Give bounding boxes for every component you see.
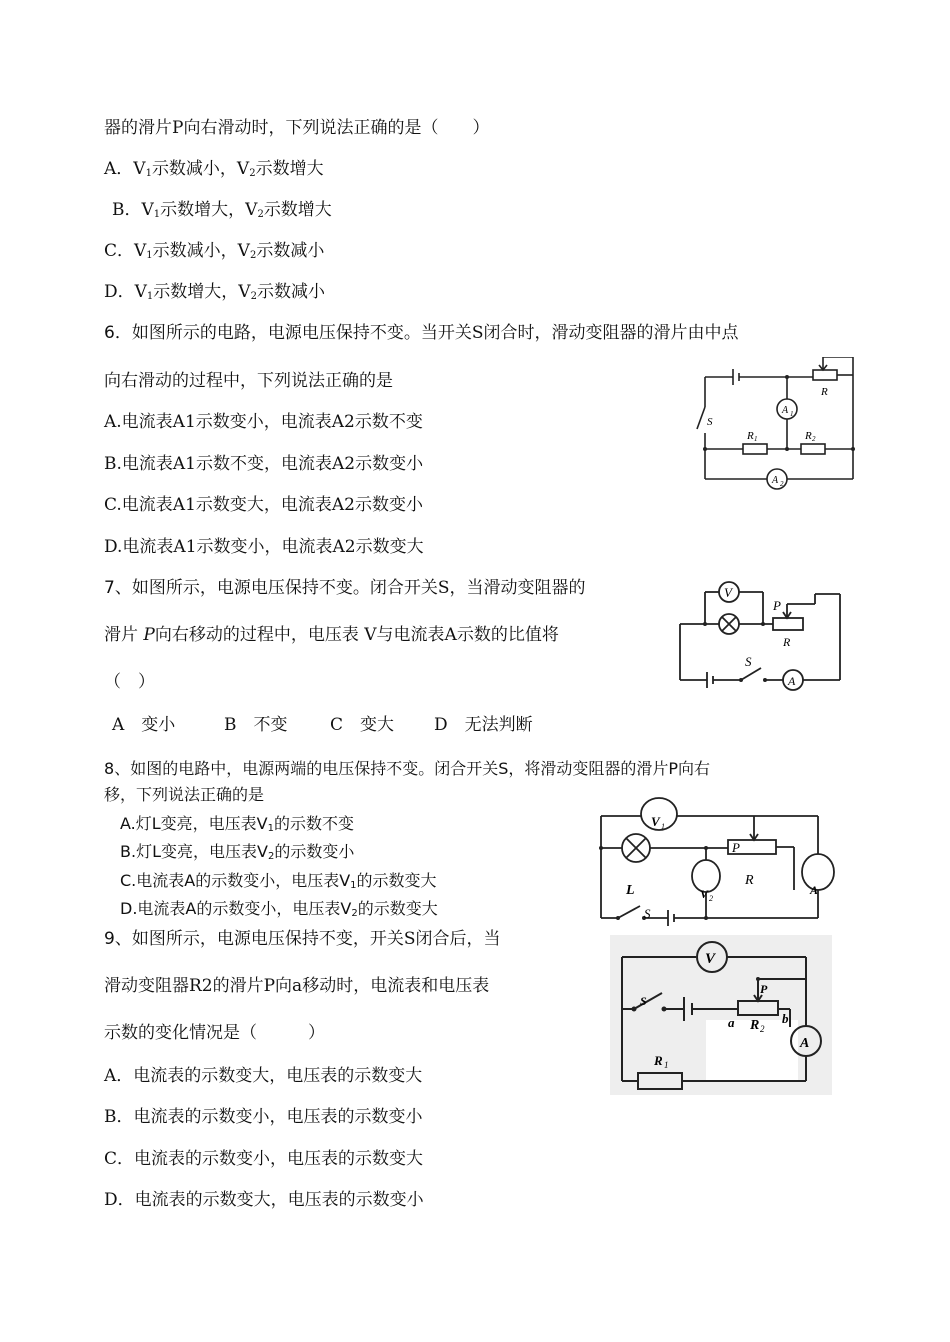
q6-circuit-diagram [695, 357, 865, 495]
q7-switch-blade [741, 668, 761, 680]
q9-label-r2: R [750, 1018, 760, 1033]
q6-resistor-r2 [801, 444, 825, 454]
q9-option-c: C．电流表的示数变小，电压表的示数变大 [104, 1149, 424, 1169]
q7-option-c: C 变大 [330, 715, 395, 735]
svg-text:2: 2 [812, 435, 816, 443]
q9-option-a: A．电流表的示数变大，电压表的示数变大 [104, 1066, 423, 1086]
q7-paren: （ ） [104, 672, 155, 692]
q7-label-s: S [745, 654, 752, 669]
q5-option-b: B．$V_1$示数增大，$V_2$示数增大 [112, 200, 332, 220]
q7-circuit-diagram [675, 580, 847, 704]
q8-option-a: A.灯L变亮，电压表$V_1$的示数不变 [120, 814, 355, 834]
q8-label-p: P [732, 840, 740, 855]
q9-stem-line2: 滑动变阻器R2的滑片P向a移动时，电流表和电压表 [104, 976, 490, 996]
q7-option-d: D 无法判断 [434, 715, 533, 735]
q6-switch-blade [697, 407, 705, 429]
q8-stem-line2: 移，下列说法正确的是 [104, 785, 265, 804]
svg-text:2: 2 [709, 894, 713, 903]
q7-stem-line1: 7、如图所示，电源电压保持不变。闭合开关S，当滑动变阻器的 [104, 578, 586, 598]
q6-stem-line2: 向右滑动的过程中，下列说法正确的是 [104, 371, 393, 391]
q8-option-b: B.灯L变亮，电压表$V_2$的示数变小 [120, 842, 355, 862]
q6-stem-line1: 6．如图所示的电路，电源电压保持不变。当开关S闭合时，滑动变阻器的滑片由中点 [104, 323, 739, 343]
q6-option-a: A.电流表A1示数变小，电流表A2示数不变 [104, 412, 423, 432]
q8-stem-line1: 8、如图的电路中，电源两端的电压保持不变。闭合开关S，将滑动变阻器的滑片P向右 [104, 759, 710, 778]
q8-circuit-diagram [596, 790, 836, 928]
q6-option-b: B.电流表A1示数不变，电流表A2示数变小 [104, 454, 424, 474]
q9-label-p: P [760, 982, 768, 996]
q9-number: 9 [104, 929, 115, 949]
q9-label-a: a [728, 1015, 735, 1030]
q7-label-v: V [724, 585, 732, 600]
svg-text:1: 1 [790, 410, 794, 418]
q8-number: 8 [104, 759, 115, 778]
q7-rheostat-r [773, 618, 803, 630]
svg-text:1: 1 [661, 822, 665, 831]
q8-label-s: S [644, 906, 651, 921]
q8-label-v1: V [651, 814, 660, 829]
q6-label-a2: A [772, 475, 779, 486]
q7-options [112, 714, 533, 736]
q9-stem-line1: 9、如图所示，电源电压保持不变，开关S闭合后，当 [104, 929, 501, 949]
q5-option-a: A．$V_1$示数减小，$V_2$示数增大 [104, 159, 324, 179]
svg-text:1: 1 [754, 435, 758, 443]
q9-label-s: S [640, 994, 647, 1008]
q6-number: 6 [104, 323, 115, 343]
q9-label-r1: R [654, 1053, 663, 1068]
q9-label-b: b [782, 1011, 789, 1026]
q6-option-d: D.电流表A1示数变小，电流表A2示数变大 [104, 537, 424, 557]
q8-option-c: C.电流表A的示数变小，电压表$V_1$的示数变大 [120, 871, 437, 891]
svg-text:1: 1 [664, 1060, 669, 1070]
q8-label-v2: V [700, 887, 709, 901]
q7-label-a: A [788, 674, 796, 688]
q7-option-a: A 变小 [112, 715, 176, 735]
q8-switch-blade [618, 906, 640, 918]
q6-label-r: R [821, 386, 828, 398]
q9-option-d: D．电流表的示数变大，电压表的示数变小 [104, 1190, 424, 1210]
q8-label-r: R [745, 873, 754, 888]
q6-label-s: S [707, 416, 713, 428]
q7-option-b: B 不变 [224, 715, 288, 735]
q6-resistor-r1 [743, 444, 767, 454]
q5-option-d: D．$V_1$示数增大，$V_2$示数减小 [104, 282, 325, 302]
q7-label-p: P [773, 598, 781, 613]
q6-rheostat-r [813, 370, 837, 380]
q5-option-c: C．$V_1$示数减小，$V_2$示数减小 [104, 241, 325, 261]
q9-label-a-meter: A [800, 1036, 810, 1051]
q7-label-r: R [783, 635, 791, 649]
q8-option-d: D.电流表A的示数变小，电压表$V_2$的示数变大 [120, 899, 438, 919]
q6-label-r2: R [805, 430, 812, 442]
q9-label-v: V [705, 951, 716, 967]
q5-stem-tail: 器的滑片P向右滑动时，下列说法正确的是（ ） [104, 118, 490, 138]
q8-label-l: L [626, 883, 635, 898]
q9-option-b: B．电流表的示数变小，电压表的示数变小 [104, 1107, 423, 1127]
q7-stem-line2: 滑片 P向右移动的过程中，电压表 V与电流表A示数的比值将 [104, 625, 559, 645]
q8-label-a: A [810, 883, 819, 897]
q7-number: 7 [104, 578, 115, 598]
q6-label-r1: R [747, 430, 754, 442]
svg-text:2: 2 [760, 1024, 765, 1034]
q6-label-a1: A [782, 405, 789, 416]
q6-option-c: C.电流表A1示数变大，电流表A2示数变小 [104, 495, 423, 515]
svg-text:2: 2 [780, 480, 784, 488]
q9-stem-line3: 示数的变化情况是（ ） [104, 1023, 325, 1043]
q9-circuit-diagram [610, 935, 832, 1095]
